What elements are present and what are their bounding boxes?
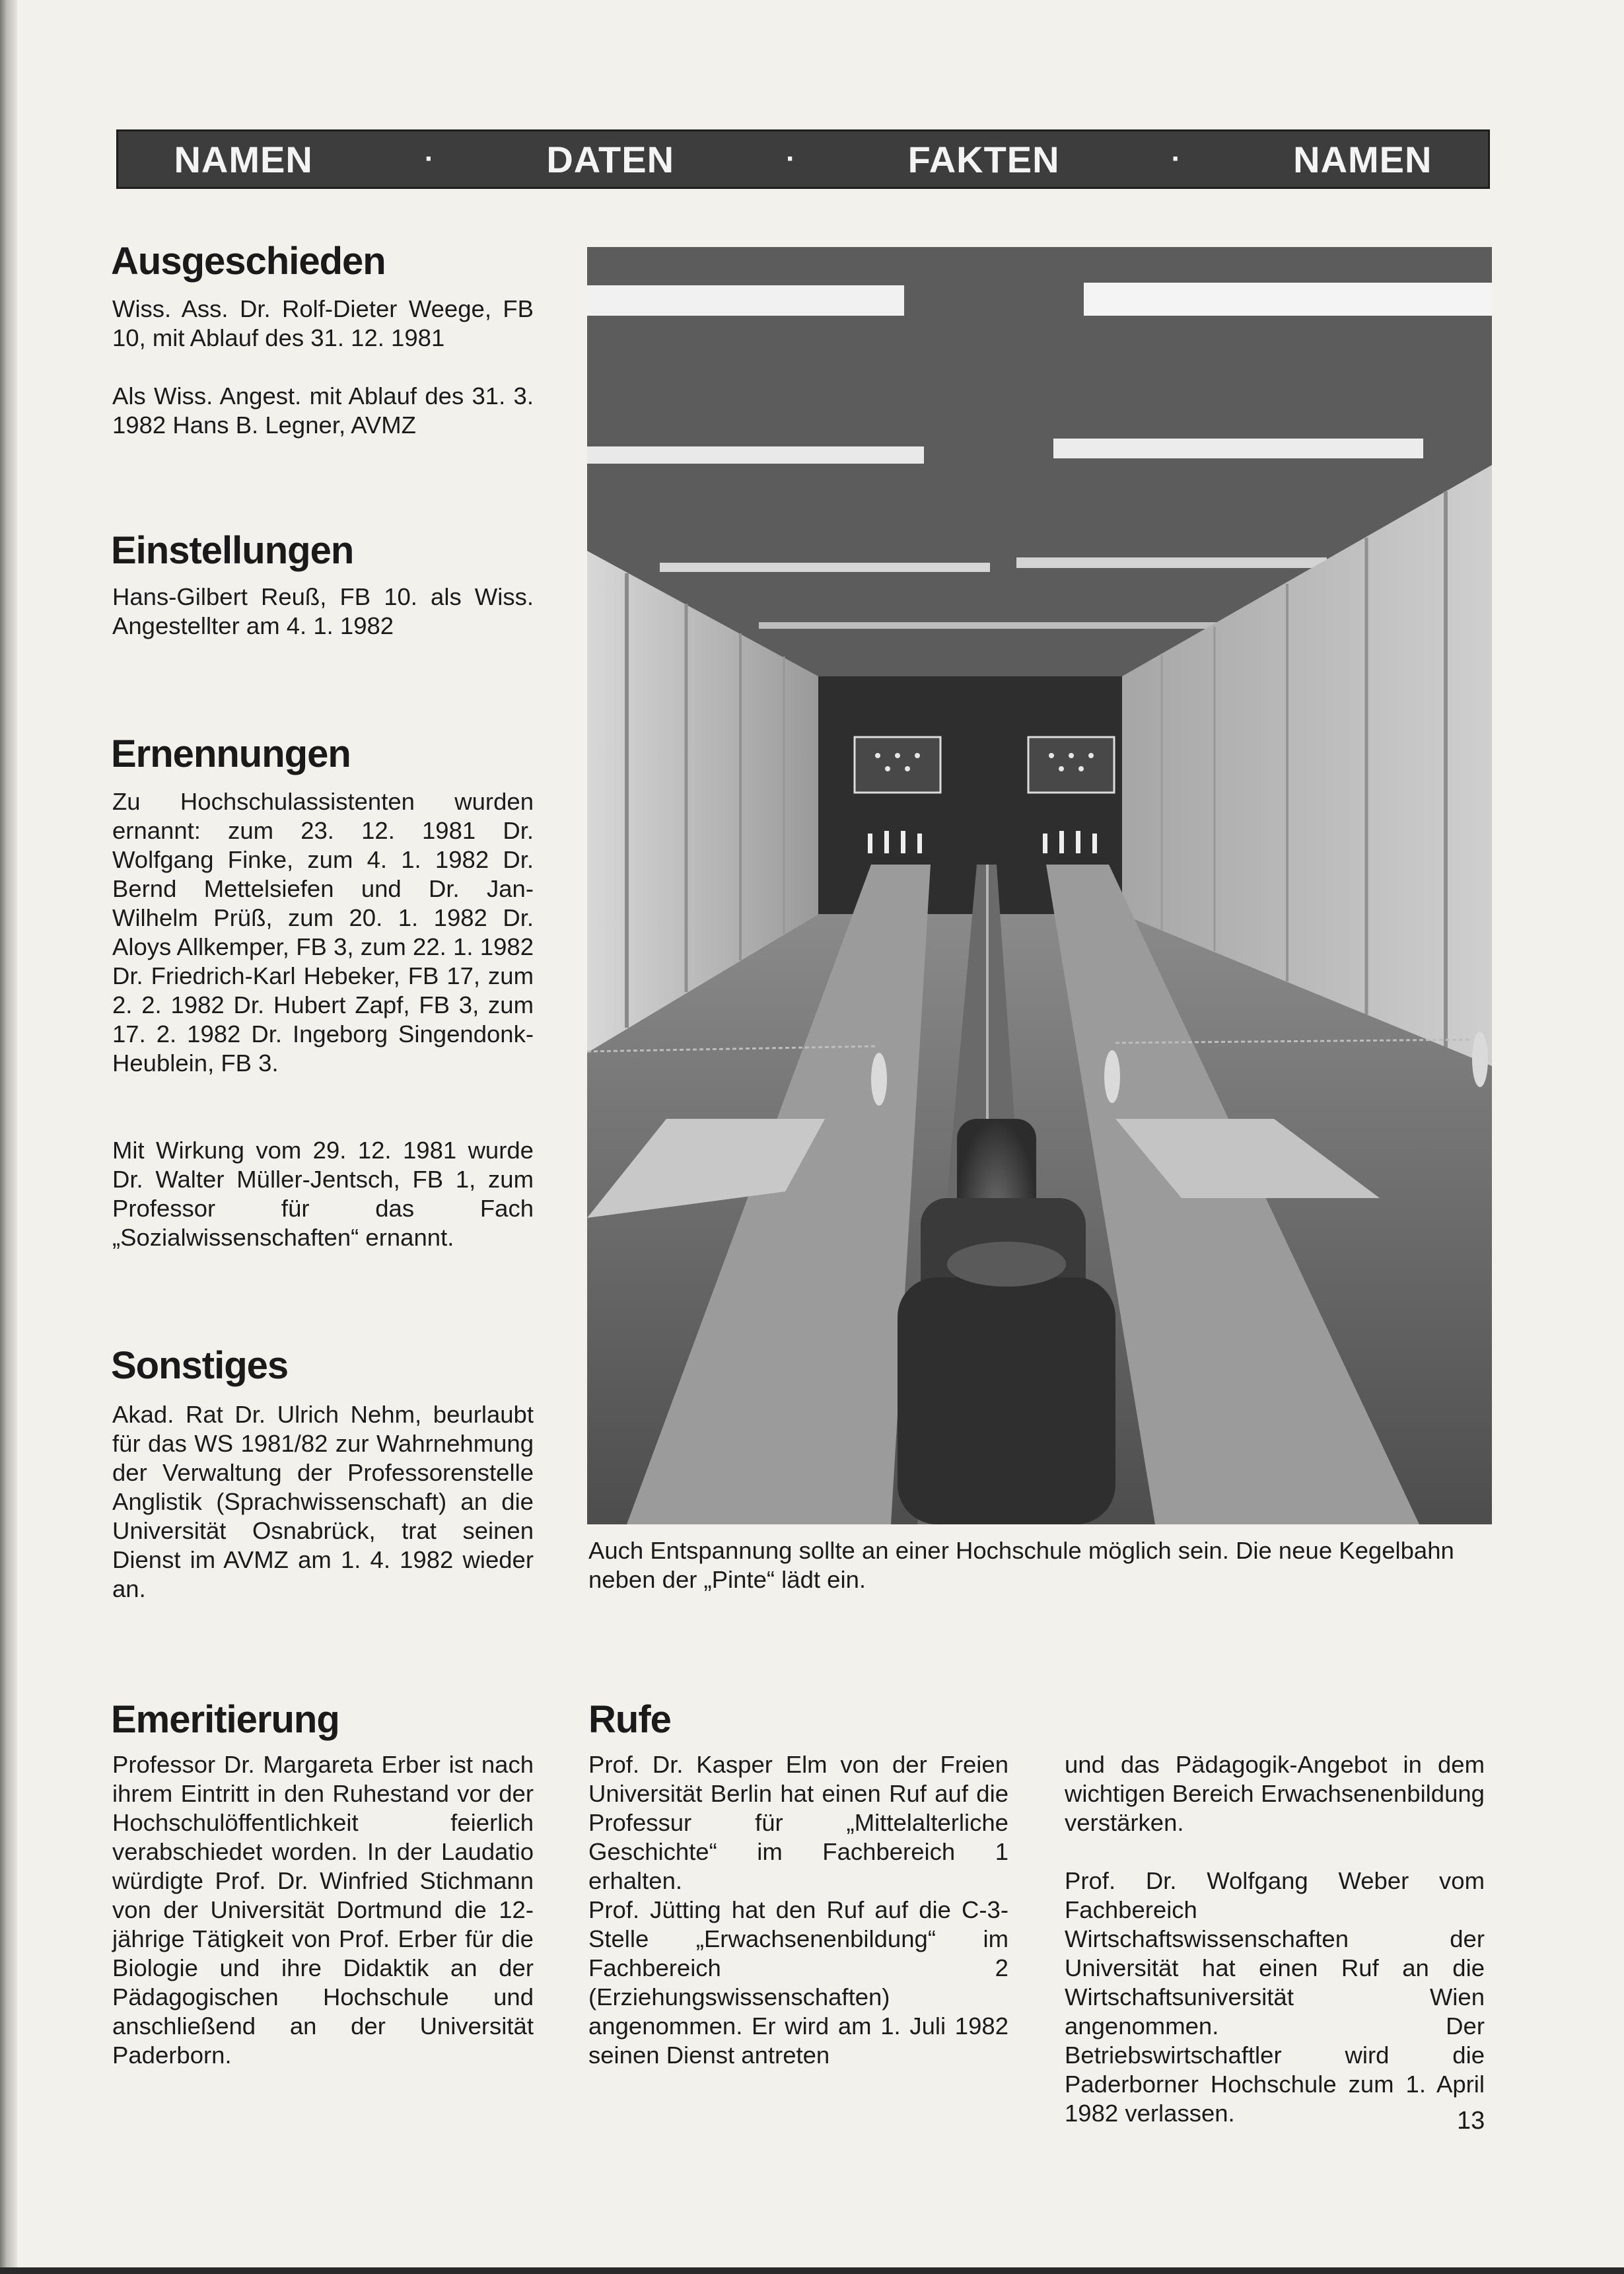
heading-ausgeschieden: Ausgeschieden [111, 240, 386, 283]
header-separator: · [1171, 143, 1182, 175]
page-number: 13 [1457, 2107, 1485, 2135]
header-separator: · [424, 143, 435, 175]
ernennungen-paragraph-1: Zu Hochschulassistenten wurden ernannt: zum 23. 12. 1981 Dr. Wolfgang Finke, zum 4. 1. 1982 Dr. Bernd Mettelsiefen und Dr. Jan-Wilhelm Prüß, zum 20. 1. 1982 Dr. Aloys Allkemper, FB 3, zum 22. 1. 1982 Dr. Friedrich-Karl Hebeker, FB 17, zum 2. 2. 1982 Dr. Hubert Zapf, FB 3, zum 17. 2. 1982 Dr. Ingeborg Singendonk-Heublein, FB 3. [112, 788, 534, 1077]
ausgeschieden-paragraph-2: Als Wiss. Angest. mit Ablauf des 31. 3. 1982 Hans B. Legner, AVMZ [112, 382, 534, 439]
heading-ernennungen: Ernennungen [111, 732, 351, 775]
header-item-namen-1: NAMEN [174, 138, 313, 180]
header-item-namen-2: NAMEN [1293, 138, 1432, 180]
header-banner [116, 129, 1490, 189]
rufe-paragraph-4: Prof. Dr. Wolfgang Weber vom Fachbereich Wirtschaftswissenschaften der Universität hat einen Ruf an die Wirtschaftsuniversität Wien angenommen. Der Betriebswirtschaftler wird die Paderborner Hochschule zum 1. April 1982 verlassen. [1065, 1867, 1485, 2127]
heading-emeritierung: Emeritierung [111, 1698, 339, 1741]
sonstiges-paragraph: Akad. Rat Dr. Ulrich Nehm, beurlaubt für das WS 1981/82 zur Wahrnehmung der Verwaltung der Professorenstelle Anglistik (Sprachwissenschaft) an die Universität Osnabrück, trat seinen Dienst im AVMZ am 1. 4. 1982 wieder an. [112, 1401, 534, 1602]
header-separator: · [786, 143, 796, 175]
rufe-paragraph-2: Prof. Jütting hat den Ruf auf die C-3-Stelle „Erwachsenenbildung“ im Fachbereich 2 (Erziehungswissenschaften) angenommen. Er wird am 1. Juli 1982 seinen Dienst antreten [588, 1896, 1008, 2069]
rufe-paragraph-1: Prof. Dr. Kasper Elm von der Freien Universität Berlin hat einen Ruf auf die Professur für „Mittelalterliche Geschichte“ im Fachbereich 1 erhalten. [588, 1751, 1008, 1894]
rufe-paragraph-3: und das Pädagogik-Angebot in dem wichtigen Bereich Erwachsenenbildung verstärken. [1065, 1751, 1485, 1836]
heading-rufe: Rufe [588, 1698, 671, 1741]
heading-einstellungen: Einstellungen [111, 529, 354, 572]
einstellungen-paragraph: Hans-Gilbert Reuß, FB 10. als Wiss. Angestellter am 4. 1. 1982 [112, 583, 534, 639]
ausgeschieden-paragraph-1: Wiss. Ass. Dr. Rolf-Dieter Weege, FB 10, mit Ablauf des 31. 12. 1981 [112, 295, 534, 351]
header-item-daten: DATEN [546, 138, 675, 180]
header-item-fakten: FAKTEN [907, 138, 1060, 180]
bowling-alley-photo [587, 247, 1492, 1524]
emeritierung-paragraph: Professor Dr. Margareta Erber ist nach ihrem Eintritt in den Ruhestand vor der Hochschulöffentlichkeit feierlich verabschiedet worden. In der Laudatio würdigte Prof. Dr. Winfried Stichmann von der Universität Dortmund die 12-jährige Tätigkeit von Prof. Erber für die Biologie und ihre Didaktik an der Pädagogischen Hochschule und anschließend an der Universität Paderborn. [112, 1751, 534, 2069]
page-binding-edge [0, 0, 17, 2274]
page-bottom-edge [0, 2267, 1624, 2274]
ernennungen-paragraph-2: Mit Wirkung vom 29. 12. 1981 wurde Dr. Walter Müller-Jentsch, FB 1, zum Professor für das Fach „Sozialwissenschaften“ ernannt. [112, 1137, 534, 1251]
heading-sonstiges: Sonstiges [111, 1344, 289, 1387]
photo-caption: Auch Entspannung sollte an einer Hochschule möglich sein. Die neue Kegelbahn neben der „Pinte“ lädt ein. [588, 1537, 1454, 1593]
